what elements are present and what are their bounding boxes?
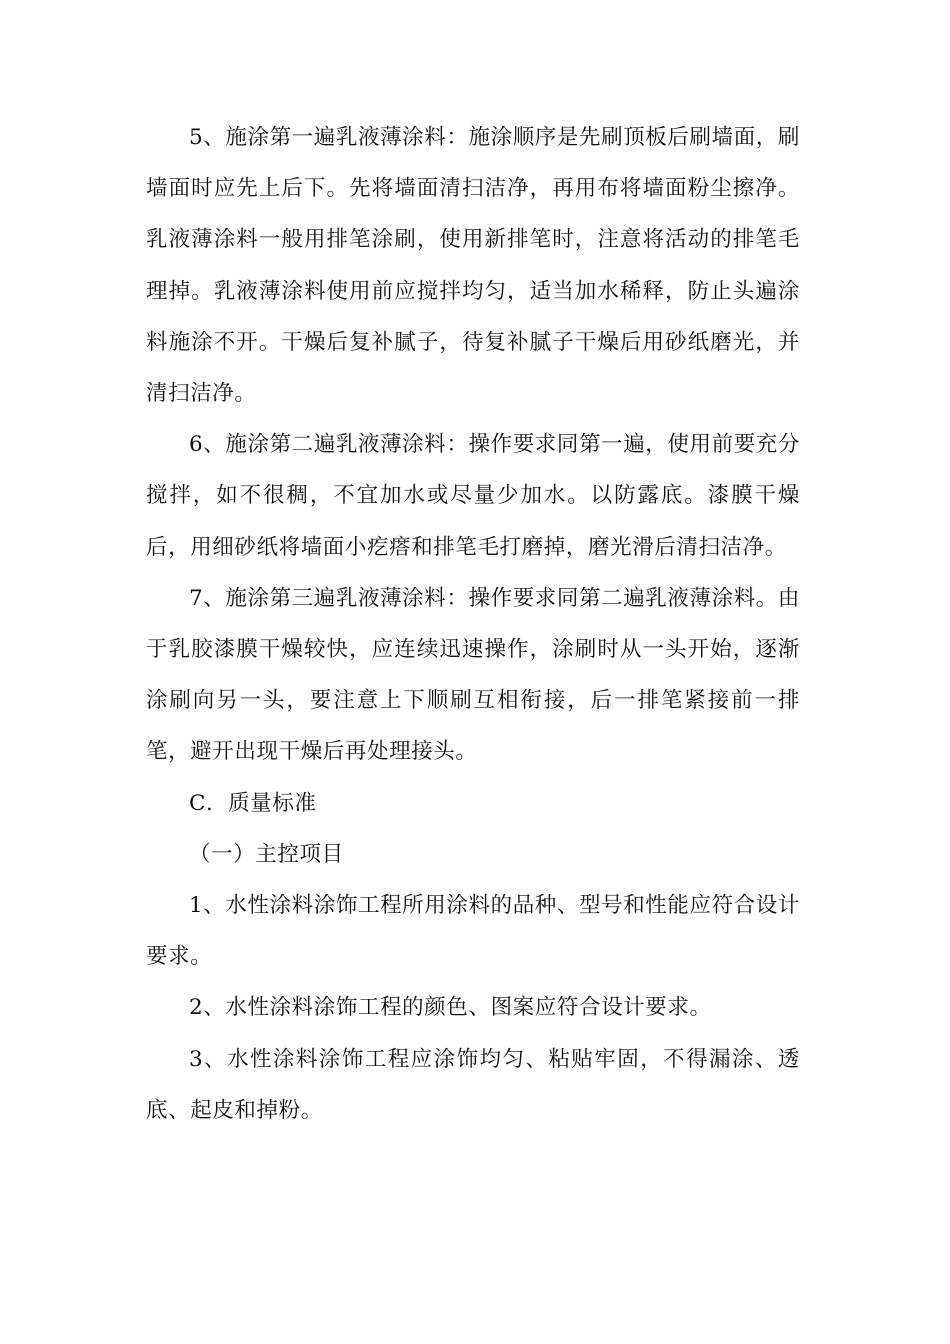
section-heading-quality-standard: C．质量标准 xyxy=(189,790,317,816)
paragraph-step-6: 6、施涂第二遍乳液薄涂料：操作要求同第一遍，使用前要充分搅拌，如不很稠，不宜加水或尽量少加水。以防露底。漆膜干燥后，用细砂纸将墙面小疙瘩和排笔毛打磨掉，磨光滑后清扫洁净。 xyxy=(146,432,800,560)
list-item-1: 1、水性涂料涂饰工程所用涂料的品种、型号和性能应符合设计要求。 xyxy=(146,893,800,970)
list-item-3: 3、水性涂料涂饰工程应涂饰均匀、粘贴牢固，不得漏涂、透底、起皮和掉粉。 xyxy=(146,1046,800,1123)
document-page xyxy=(146,112,800,1136)
paragraph-step-5: 5、施涂第一遍乳液薄涂料：施涂顺序是先刷顶板后刷墙面，刷墙面时应先上后下。先将墙面清扫洁净，再用布将墙面粉尘擦净。乳液薄涂料一般用排笔涂刷，使用新排笔时，注意将活动的排笔毛理掉。乳液薄涂料使用前应搅拌均匀，适当加水稀释，防止头遍涂料施涂不开。干燥后复补腻子，待复补腻子干燥后用砂纸磨光，并清扫洁净。 xyxy=(146,125,800,407)
subsection-heading-main-items: （一）主控项目 xyxy=(189,841,344,867)
list-item-2: 2、水性涂料涂饰工程的颜色、图案应符合设计要求。 xyxy=(189,995,712,1021)
paragraph-step-7: 7、施涂第三遍乳液薄涂料：操作要求同第二遍乳液薄涂料。由于乳胶漆膜干燥较快，应连续迅速操作，涂刷时从一头开始，逐渐涂刷向另一头，要注意上下顺刷互相衔接，后一排笔紧接前一排笔，避开出现干燥后再处理接头。 xyxy=(146,585,800,765)
